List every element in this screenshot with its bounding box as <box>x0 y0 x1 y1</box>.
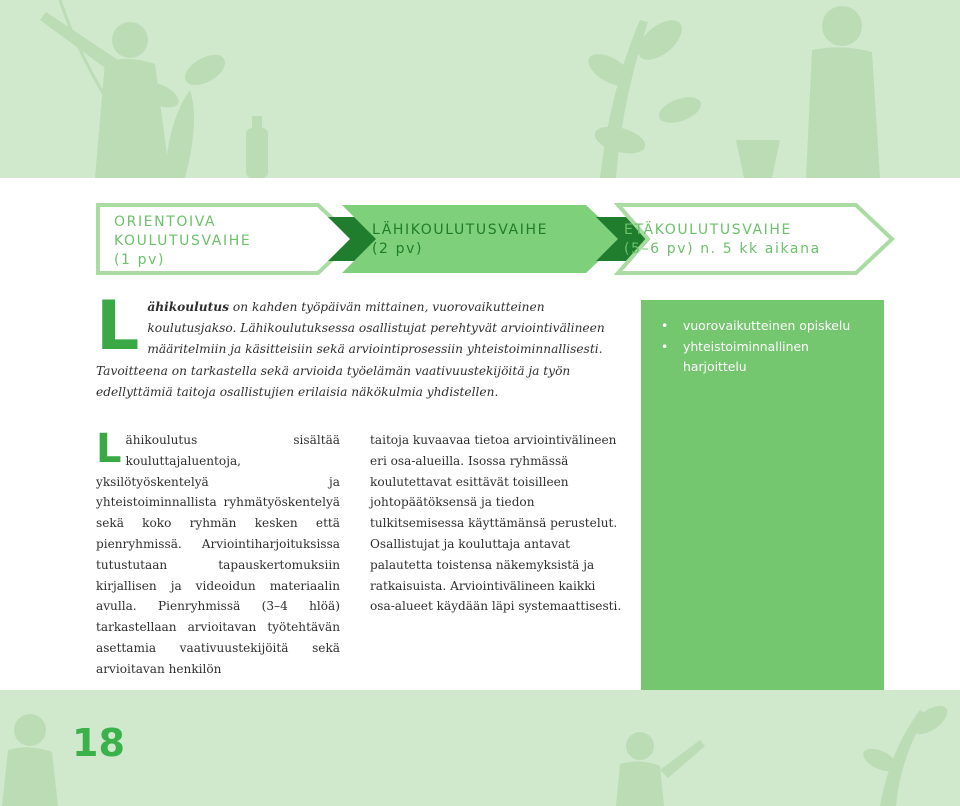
intro-lead-word: ähikoulutus <box>147 300 230 314</box>
footer-silhouette-illustration <box>0 690 960 806</box>
body-right-text: taitoja kuvaavaa tietoa arviointivälineen eri osa-alueilla. Isossa ryhmässä koulutettavat esittävät toisilleen johtopäätöksensä ja tiedon tulkitsemisessa käyttämänsä perustelut. Osallistujat ja kouluttaja antavat palautetta toistensa näkemyksistä ja ratkaisuista. Arviointivälineen kaikki osa-alueet käydään läpi systemaattisesti. <box>370 433 622 614</box>
phase-3-duration: (5–6 pv) n. 5 kk aikana <box>624 241 821 257</box>
phase-1-duration: (1 pv) <box>114 252 166 268</box>
phase-3-label <box>624 221 821 259</box>
list-item-text: vuorovaikutteinen opiskelu <box>683 318 851 333</box>
intro-text: on kahden työpäivän mittainen, vuorovaikutteinen koulutusjakso. Lähikoulutuksessa osallistujat perehtyvät arviointivälineen määritelmiin ja käsitteisiin sekä arviointiprosessiin yhteistoiminnallisesti. Tavoitteena on tarkastella sekä arvioida työelämän vaativuustekijöitä ja työn edellyttämiä taitoja osallistujien erilaisia näkökulmia yhdistellen. <box>96 300 605 399</box>
phase-1-label <box>114 213 251 270</box>
list-item <box>661 316 870 337</box>
highlight-sidebar <box>641 300 884 690</box>
phase-3-title: ETÄKOULUTUSVAIHE <box>624 222 792 238</box>
phase-2-label <box>372 221 548 259</box>
footer-illustration-band <box>0 690 960 806</box>
sidebar-list <box>661 316 870 378</box>
phase-1-title: ORIENTOIVA <box>114 214 217 230</box>
intro-paragraph <box>96 287 616 403</box>
bullet-icon: • <box>661 338 669 354</box>
phase-1-subtitle: KOULUTUSVAIHE <box>114 233 252 249</box>
drop-cap: L <box>96 287 140 366</box>
bullet-icon: • <box>661 318 669 333</box>
header-illustration-band <box>0 0 960 178</box>
page-number: 18 <box>72 721 125 765</box>
phase-2-title: LÄHIKOULUTUSVAIHE <box>372 222 549 238</box>
silhouette-illustration <box>0 0 960 178</box>
list-item <box>661 337 870 378</box>
list-item-text: yhteistoiminnallinen harjoittelu <box>683 338 809 374</box>
training-phases-diagram <box>96 203 896 275</box>
body-column-left <box>96 426 340 680</box>
body-column-right <box>370 430 622 617</box>
body-drop-cap: L <box>96 426 122 472</box>
body-left-text: ähikoulutus sisältää kouluttajaluentoja, yksilötyöskentelyä ja yhteistoiminnallista ryhmätyöskentelyä sekä koko ryhmän kesken että pienryhmissä. Arviointiharjoituksissa tutustutaan tapauskertomuksiin kirjallisen ja videoidun materiaalin avulla. Pienryhmissä (3–4 hlöä) tarkastellaan arvioitavan työtehtävän asettamia vaativuustekijöitä sekä arvioitavan henkilön <box>96 433 340 676</box>
phase-2-duration: (2 pv) <box>372 241 424 257</box>
